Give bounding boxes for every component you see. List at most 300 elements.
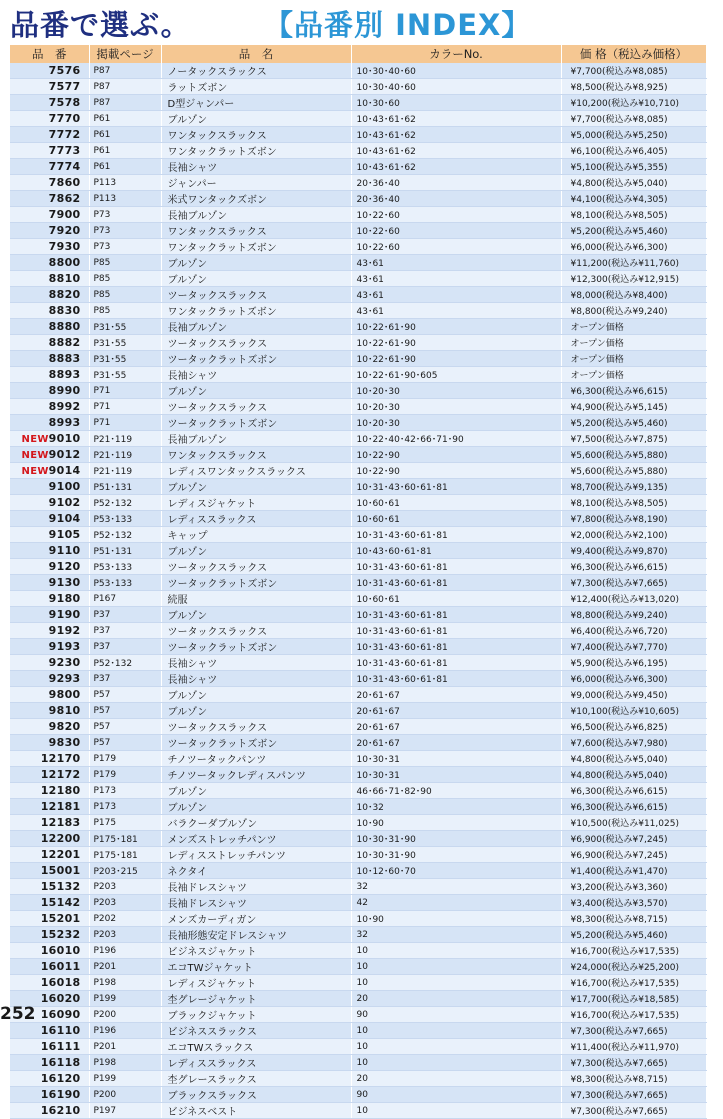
- price-value: ¥16,700: [570, 979, 608, 989]
- color-numbers-cell: 10･31･43･60･61･81: [351, 623, 561, 639]
- product-name-cell: ブルゾン: [161, 687, 351, 703]
- price-with-tax: (税込み¥6,825): [602, 723, 668, 733]
- price-value: ¥9,000: [570, 691, 602, 701]
- product-name-cell: レディスジャケット: [161, 975, 351, 991]
- price-cell: [561, 287, 706, 303]
- catalog-page-cell: P61: [89, 159, 161, 175]
- price-value: ¥6,400: [570, 627, 602, 637]
- catalog-page-cell: P179: [89, 767, 161, 783]
- table-row: [10, 735, 706, 751]
- product-code: 15132: [40, 880, 81, 893]
- table-row: [10, 815, 706, 831]
- product-code-cell: [10, 879, 89, 895]
- price-value: ¥8,500: [570, 83, 602, 93]
- catalog-page-cell: P52･132: [89, 655, 161, 671]
- color-numbers-cell: 10: [351, 943, 561, 959]
- product-code: 16020: [40, 992, 81, 1005]
- price-with-tax: (税込み¥6,720): [602, 627, 668, 637]
- color-numbers-cell: 10･60･61: [351, 495, 561, 511]
- price-cell: [561, 127, 706, 143]
- price-value: ¥7,300: [570, 579, 602, 589]
- product-code: 15232: [40, 928, 81, 941]
- color-numbers-cell: 10: [351, 1023, 561, 1039]
- price-with-tax: (税込み¥6,615): [602, 387, 668, 397]
- price-cell: [561, 1071, 706, 1087]
- color-numbers-cell: 10･31･43･60･61･81: [351, 639, 561, 655]
- price-cell: [561, 463, 706, 479]
- catalog-page-cell: P21･119: [89, 463, 161, 479]
- price-cell: [561, 975, 706, 991]
- price-value: ¥7,600: [570, 739, 602, 749]
- product-code: 9810: [48, 704, 81, 717]
- product-code-cell: [10, 687, 89, 703]
- price-cell: [561, 591, 706, 607]
- price-with-tax: (税込み¥5,040): [602, 179, 668, 189]
- color-numbers-cell: 10･20･30: [351, 415, 561, 431]
- table-row: [10, 367, 706, 383]
- new-badge: NEW: [21, 434, 49, 445]
- price-value: ¥8,800: [570, 611, 602, 621]
- price-cell: [561, 63, 706, 79]
- color-numbers-cell: 20･61･67: [351, 687, 561, 703]
- price-cell: [561, 303, 706, 319]
- price-with-tax: (税込み¥5,460): [602, 419, 668, 429]
- product-name-cell: メンズストレッチパンツ: [161, 831, 351, 847]
- product-code-cell: [10, 351, 89, 367]
- product-name-cell: ワンタックスラックス: [161, 447, 351, 463]
- price-value: ¥3,200: [570, 883, 602, 893]
- price-cell: [561, 863, 706, 879]
- price-value: ¥7,300: [570, 1091, 602, 1101]
- price-value: ¥24,000: [570, 963, 608, 973]
- price-cell: [561, 527, 706, 543]
- product-code: 8880: [48, 320, 81, 333]
- price-value: ¥7,700: [570, 115, 602, 125]
- price-value: ¥8,300: [570, 1075, 602, 1085]
- color-numbers-cell: 10･90: [351, 911, 561, 927]
- product-name-cell: ブルゾン: [161, 111, 351, 127]
- color-numbers-cell: 10･31･43･60･61･81: [351, 607, 561, 623]
- price-cell: [561, 1039, 706, 1055]
- product-code-cell: [10, 95, 89, 111]
- price-cell: [561, 1007, 706, 1023]
- catalog-page-cell: P51･131: [89, 479, 161, 495]
- product-code: 9130: [48, 576, 81, 589]
- price-with-tax: (税込み¥8,400): [602, 291, 668, 301]
- product-code: 9190: [48, 608, 81, 621]
- column-header-name: 品 名: [161, 45, 351, 63]
- product-code-cell: [10, 655, 89, 671]
- table-row: [10, 319, 706, 335]
- product-code-cell: [10, 223, 89, 239]
- product-name-cell: ブルゾン: [161, 255, 351, 271]
- price-value: ¥7,800: [570, 515, 602, 525]
- product-code: 15001: [40, 864, 81, 877]
- catalog-page-cell: P198: [89, 1055, 161, 1071]
- table-row: [10, 143, 706, 159]
- price-value: ¥7,300: [570, 1027, 602, 1037]
- catalog-page-cell: P113: [89, 191, 161, 207]
- product-code: 7576: [48, 64, 81, 77]
- product-code-cell: [10, 447, 89, 463]
- color-numbers-cell: 43･61: [351, 255, 561, 271]
- catalog-page-cell: P87: [89, 95, 161, 111]
- product-name-cell: 杢グレージャケット: [161, 991, 351, 1007]
- new-badge: NEW: [21, 450, 49, 461]
- price-value: ¥6,000: [570, 675, 602, 685]
- price-cell: [561, 383, 706, 399]
- price-with-tax: (税込み¥25,200): [607, 963, 679, 973]
- color-numbers-cell: 10･22･90: [351, 447, 561, 463]
- color-numbers-cell: 10･22･61･90: [351, 319, 561, 335]
- product-code-cell: [10, 847, 89, 863]
- product-code: 8893: [48, 368, 81, 381]
- table-row: [10, 895, 706, 911]
- catalog-page-cell: P21･119: [89, 447, 161, 463]
- catalog-page-cell: P167: [89, 591, 161, 607]
- price-cell: [561, 447, 706, 463]
- table-row: [10, 1055, 706, 1071]
- product-code-cell: [10, 735, 89, 751]
- price-value: ¥6,300: [570, 803, 602, 813]
- price-cell: [561, 799, 706, 815]
- product-code-cell: [10, 607, 89, 623]
- price-with-tax: (税込み¥6,615): [602, 803, 668, 813]
- product-code: 7860: [48, 176, 81, 189]
- table-row: [10, 255, 706, 271]
- catalog-page-cell: P199: [89, 991, 161, 1007]
- table-row: [10, 959, 706, 975]
- product-code: 8810: [48, 272, 81, 285]
- price-with-tax: (税込み¥18,585): [607, 995, 679, 1005]
- product-name-cell: レディスワンタックスラックス: [161, 463, 351, 479]
- table-row: [10, 575, 706, 591]
- product-code: 9230: [48, 656, 81, 669]
- product-name-cell: ラットズボン: [161, 79, 351, 95]
- product-name-cell: ツータックスラックス: [161, 719, 351, 735]
- color-numbers-cell: 10･22･40･42･66･71･90: [351, 431, 561, 447]
- color-numbers-cell: 10･31･43･60･61･81: [351, 575, 561, 591]
- product-code: 9120: [48, 560, 81, 573]
- product-name-cell: 米式ワンタックズボン: [161, 191, 351, 207]
- table-row: [10, 479, 706, 495]
- product-code: 12181: [40, 800, 81, 813]
- color-numbers-cell: 10･30･60: [351, 95, 561, 111]
- price-cell: [561, 879, 706, 895]
- price-with-tax: (税込み¥7,875): [602, 435, 668, 445]
- catalog-page-cell: P31･55: [89, 367, 161, 383]
- product-name-cell: ビジネスベスト: [161, 1103, 351, 1119]
- table-row: [10, 335, 706, 351]
- product-code: 16118: [40, 1056, 81, 1069]
- product-name-cell: 杢グレースラックス: [161, 1071, 351, 1087]
- price-with-tax: (税込み¥7,665): [602, 1091, 668, 1101]
- product-code: 8882: [48, 336, 81, 349]
- price-cell: [561, 191, 706, 207]
- price-cell: [561, 735, 706, 751]
- product-code: 16090: [40, 1008, 81, 1021]
- product-name-cell: ワンタックスラックス: [161, 127, 351, 143]
- product-code: 15142: [40, 896, 81, 909]
- price-with-tax: (税込み¥7,980): [602, 739, 668, 749]
- catalog-page-cell: P71: [89, 399, 161, 415]
- product-code-cell: [10, 1103, 89, 1119]
- product-code-cell: [10, 431, 89, 447]
- product-name-cell: メンズカーディガン: [161, 911, 351, 927]
- product-name-cell: 長袖ドレスシャツ: [161, 879, 351, 895]
- product-code-cell: [10, 1087, 89, 1103]
- table-row: [10, 655, 706, 671]
- price-with-tax: (税込み¥9,135): [602, 483, 668, 493]
- catalog-page-cell: P175: [89, 815, 161, 831]
- color-numbers-cell: 20･36･40: [351, 175, 561, 191]
- product-name-cell: D型ジャンパー: [161, 95, 351, 111]
- price-cell: [561, 95, 706, 111]
- catalog-page-cell: P31･55: [89, 335, 161, 351]
- catalog-page-cell: P203: [89, 895, 161, 911]
- color-numbers-cell: 10･22･61･90: [351, 351, 561, 367]
- price-value: ¥2,000: [570, 531, 602, 541]
- color-numbers-cell: 10･31･43･60･61･81: [351, 559, 561, 575]
- product-code-cell: [10, 831, 89, 847]
- product-code-cell: [10, 335, 89, 351]
- product-code: 12200: [40, 832, 81, 845]
- table-row: [10, 207, 706, 223]
- price-value: ¥6,000: [570, 243, 602, 253]
- catalog-page-cell: P85: [89, 271, 161, 287]
- price-cell: [561, 1023, 706, 1039]
- table-header-row: [10, 45, 706, 63]
- table-row: [10, 783, 706, 799]
- page-subtitle: 【品番別 INDEX】: [264, 8, 532, 42]
- table-row: [10, 191, 706, 207]
- color-numbers-cell: 10･90: [351, 815, 561, 831]
- table-row: [10, 831, 706, 847]
- catalog-page-cell: P71: [89, 383, 161, 399]
- price-with-tax: (税込み¥11,025): [607, 819, 679, 829]
- product-code-cell: [10, 815, 89, 831]
- price-with-tax: (税込み¥10,710): [607, 99, 679, 109]
- product-name-cell: エコTWジャケット: [161, 959, 351, 975]
- price-cell: [561, 831, 706, 847]
- color-numbers-cell: 10･43･61･62: [351, 159, 561, 175]
- table-row: [10, 447, 706, 463]
- product-name-cell: ブルゾン: [161, 783, 351, 799]
- price-value: ¥16,700: [570, 947, 608, 957]
- price-value: ¥6,900: [570, 851, 602, 861]
- color-numbers-cell: 10･60･61: [351, 591, 561, 607]
- product-code: 12170: [40, 752, 81, 765]
- product-code: 9104: [48, 512, 81, 525]
- price-with-tax: (税込み¥5,250): [602, 131, 668, 141]
- price-with-tax: (税込み¥5,040): [602, 771, 668, 781]
- price-with-tax: (税込み¥10,605): [607, 707, 679, 717]
- product-code-cell: [10, 367, 89, 383]
- product-code-cell: [10, 559, 89, 575]
- page-number: 252: [0, 1004, 36, 1024]
- price-with-tax: (税込み¥7,665): [602, 579, 668, 589]
- table-row: [10, 975, 706, 991]
- catalog-page-cell: P57: [89, 703, 161, 719]
- table-row: [10, 79, 706, 95]
- product-code: 9830: [48, 736, 81, 749]
- product-name-cell: ジャンパー: [161, 175, 351, 191]
- color-numbers-cell: 10･31･43･60･61･81: [351, 671, 561, 687]
- price-cell: [561, 767, 706, 783]
- price-value: ¥4,800: [570, 179, 602, 189]
- price-cell: [561, 927, 706, 943]
- product-code: 8883: [48, 352, 81, 365]
- product-name-cell: 長袖シャツ: [161, 655, 351, 671]
- color-numbers-cell: 10･22･90: [351, 463, 561, 479]
- price-value: ¥6,300: [570, 787, 602, 797]
- price-cell: [561, 1087, 706, 1103]
- price-value: ¥8,000: [570, 291, 602, 301]
- color-numbers-cell: 10･30･31: [351, 767, 561, 783]
- price-value: ¥4,100: [570, 195, 602, 205]
- table-row: [10, 751, 706, 767]
- product-code-cell: [10, 271, 89, 287]
- price-value: ¥4,900: [570, 403, 602, 413]
- color-numbers-cell: 10･43･61･62: [351, 111, 561, 127]
- page-header: [0, 0, 723, 45]
- price-cell: [561, 751, 706, 767]
- price-cell: [561, 655, 706, 671]
- catalog-page-cell: P31･55: [89, 351, 161, 367]
- product-code: 9192: [48, 624, 81, 637]
- product-name-cell: ツータックラットズボン: [161, 415, 351, 431]
- product-name-cell: ツータックラットズボン: [161, 575, 351, 591]
- product-code-cell: [10, 799, 89, 815]
- product-name-cell: ワンタックスラックス: [161, 223, 351, 239]
- price-with-tax: (税込み¥8,715): [602, 1075, 668, 1085]
- table-row: [10, 927, 706, 943]
- product-name-cell: 長袖シャツ: [161, 367, 351, 383]
- product-code-cell: [10, 543, 89, 559]
- product-name-cell: ワンタックラットズボン: [161, 239, 351, 255]
- product-code: 8990: [48, 384, 81, 397]
- table-row: [10, 1039, 706, 1055]
- product-code-cell: [10, 623, 89, 639]
- table-row: [10, 127, 706, 143]
- table-row: [10, 879, 706, 895]
- product-code-cell: [10, 303, 89, 319]
- price-value: ¥6,500: [570, 723, 602, 733]
- catalog-page-cell: P53･133: [89, 511, 161, 527]
- price-cell: [561, 815, 706, 831]
- catalog-page-cell: P173: [89, 783, 161, 799]
- price-cell: [561, 623, 706, 639]
- price-with-tax: (税込み¥3,360): [602, 883, 668, 893]
- catalog-page-cell: P197: [89, 1103, 161, 1119]
- table-row: [10, 543, 706, 559]
- product-code: 9193: [48, 640, 81, 653]
- product-code-cell: [10, 479, 89, 495]
- product-name-cell: ワンタックラットズボン: [161, 303, 351, 319]
- price-cell: [561, 79, 706, 95]
- product-code: 7920: [48, 224, 81, 237]
- color-numbers-cell: 10･12･60･70: [351, 863, 561, 879]
- price-cell: [561, 1055, 706, 1071]
- product-code: 8992: [48, 400, 81, 413]
- catalog-page-cell: P87: [89, 63, 161, 79]
- price-cell: [561, 943, 706, 959]
- price-cell: [561, 575, 706, 591]
- table-row: [10, 431, 706, 447]
- catalog-page-cell: P198: [89, 975, 161, 991]
- product-code-cell: [10, 207, 89, 223]
- product-code: 7900: [48, 208, 81, 221]
- table-row: [10, 847, 706, 863]
- product-code-cell: [10, 959, 89, 975]
- catalog-page-cell: P196: [89, 1023, 161, 1039]
- product-name-cell: ブラックジャケット: [161, 1007, 351, 1023]
- catalog-page-cell: P199: [89, 1071, 161, 1087]
- price-with-tax: (税込み¥6,615): [602, 563, 668, 573]
- price-cell: [561, 367, 706, 383]
- table-row: [10, 351, 706, 367]
- price-with-tax: (税込み¥6,300): [602, 243, 668, 253]
- product-code: 7774: [48, 160, 81, 173]
- catalog-page-cell: P175･181: [89, 847, 161, 863]
- price-value: ¥7,700: [570, 67, 602, 77]
- table-row: [10, 863, 706, 879]
- color-numbers-cell: 10･43･60･61･81: [351, 543, 561, 559]
- price-cell: [561, 495, 706, 511]
- product-code-cell: [10, 671, 89, 687]
- table-row: [10, 1103, 706, 1119]
- product-code-cell: [10, 927, 89, 943]
- price-with-tax: (税込み¥5,460): [602, 931, 668, 941]
- price-with-tax: (税込み¥17,535): [607, 1011, 679, 1021]
- color-numbers-cell: 20･61･67: [351, 703, 561, 719]
- table-row: [10, 767, 706, 783]
- table-row: [10, 1071, 706, 1087]
- product-code: 16110: [40, 1024, 81, 1037]
- catalog-page-cell: P85: [89, 287, 161, 303]
- product-name-cell: 続服: [161, 591, 351, 607]
- product-code-cell: [10, 383, 89, 399]
- color-numbers-cell: 10･30･31･90: [351, 831, 561, 847]
- catalog-page-cell: P31･55: [89, 319, 161, 335]
- catalog-page-cell: P51･131: [89, 543, 161, 559]
- catalog-page-cell: P200: [89, 1007, 161, 1023]
- product-name-cell: 長袖シャツ: [161, 159, 351, 175]
- catalog-page-cell: P52･132: [89, 495, 161, 511]
- product-code-cell: [10, 703, 89, 719]
- price-value: オープン価格: [570, 323, 624, 333]
- product-code: 9110: [48, 544, 81, 557]
- price-with-tax: (税込み¥5,145): [602, 403, 668, 413]
- catalog-page-cell: P113: [89, 175, 161, 191]
- color-numbers-cell: 10･22･61･90･605: [351, 367, 561, 383]
- price-value: ¥7,300: [570, 1059, 602, 1069]
- price-value: ¥4,800: [570, 771, 602, 781]
- table-row: [10, 239, 706, 255]
- price-cell: [561, 415, 706, 431]
- price-with-tax: (税込み¥8,085): [602, 67, 668, 77]
- product-code-cell: [10, 1023, 89, 1039]
- product-code: 9180: [48, 592, 81, 605]
- product-code-cell: [10, 399, 89, 415]
- price-cell: [561, 479, 706, 495]
- product-code-cell: [10, 127, 89, 143]
- product-code-cell: [10, 863, 89, 879]
- product-code: 9012: [48, 448, 81, 461]
- price-value: ¥7,500: [570, 435, 602, 445]
- color-numbers-cell: 20･36･40: [351, 191, 561, 207]
- catalog-page-cell: P37: [89, 671, 161, 687]
